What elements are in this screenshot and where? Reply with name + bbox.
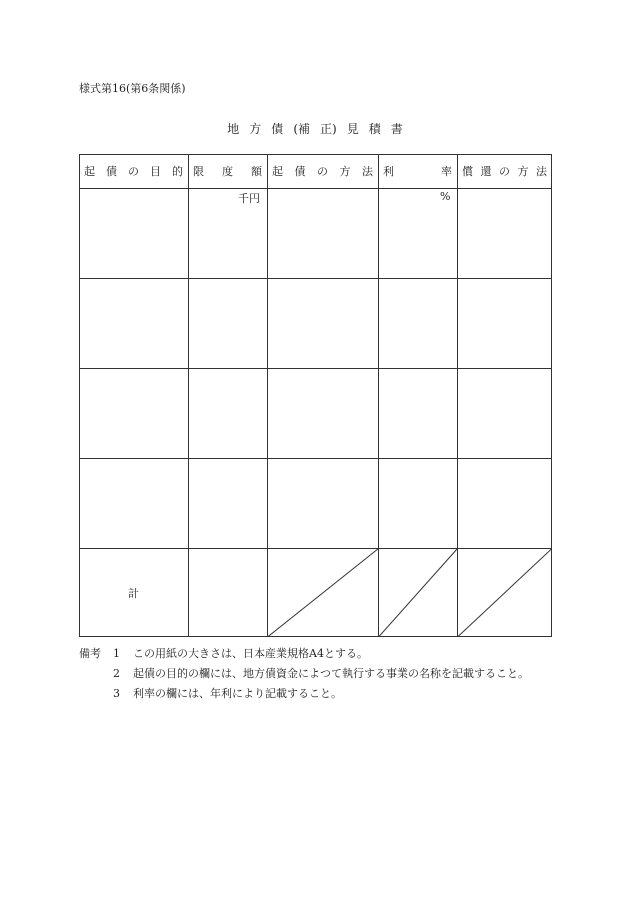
- note-number: 1: [113, 647, 120, 660]
- header-char: 額: [251, 165, 262, 178]
- note-text: 起債の目的の欄には、地方債資金によつて執行する事業の名称を記載すること。: [133, 667, 529, 680]
- title-char: 方: [249, 122, 262, 136]
- header-limit-amount: [188, 154, 267, 188]
- title-char: 債: [271, 122, 284, 136]
- header-repayment-method: [457, 154, 552, 188]
- header-interest-rate: [378, 154, 457, 188]
- unit-percent: %: [440, 190, 451, 203]
- diagonal-slash: [379, 549, 458, 638]
- header-char: の: [499, 165, 510, 178]
- notes: [79, 644, 529, 704]
- document-title: [0, 120, 630, 137]
- total-label: 計: [128, 587, 139, 600]
- header-char: 債: [106, 165, 117, 178]
- header-char: 法: [362, 165, 373, 178]
- unit-thousand-yen: 千円: [238, 192, 260, 205]
- header-char: 債: [294, 165, 306, 178]
- title-char: 地: [227, 122, 240, 136]
- note-number: 2: [113, 667, 120, 680]
- header-char: 法: [536, 165, 547, 178]
- note-text: 利率の欄には、年利により記載すること。: [133, 687, 342, 700]
- header-char: 的: [172, 165, 183, 178]
- diagonal-slash: [268, 549, 379, 638]
- header-char: の: [317, 165, 328, 178]
- header-char: 限: [193, 165, 204, 178]
- header-char: の: [128, 165, 139, 178]
- header-char: 目: [150, 165, 161, 178]
- title-char: 見: [346, 122, 359, 136]
- title-char: (補: [293, 122, 310, 136]
- diagonal-slash: [458, 549, 553, 638]
- estimate-table-grid: [79, 154, 552, 637]
- header-issue-method: [267, 154, 378, 188]
- note-text: この用紙の大きさは、日本産業規格A4とする。: [133, 647, 368, 660]
- header-purpose: [79, 154, 188, 188]
- header-char: 償: [462, 165, 473, 178]
- header-char: 方: [517, 165, 529, 178]
- notes-label: 備考: [79, 647, 101, 660]
- note-item: [79, 664, 529, 684]
- header-char: 方: [339, 165, 351, 178]
- note-item: [79, 644, 529, 664]
- header-char: 度: [222, 165, 233, 178]
- note-number: 3: [113, 687, 120, 700]
- title-char: 正): [320, 122, 337, 136]
- note-item: [79, 684, 529, 704]
- header-char: 利: [383, 165, 394, 178]
- header-char: 起: [272, 165, 283, 178]
- title-char: 書: [390, 122, 403, 136]
- form-number: 様式第16(第6条関係): [79, 82, 186, 95]
- header-char: 起: [84, 165, 95, 178]
- header-char: 還: [480, 165, 492, 178]
- header-char: 率: [441, 165, 452, 178]
- title-char: 積: [368, 122, 381, 136]
